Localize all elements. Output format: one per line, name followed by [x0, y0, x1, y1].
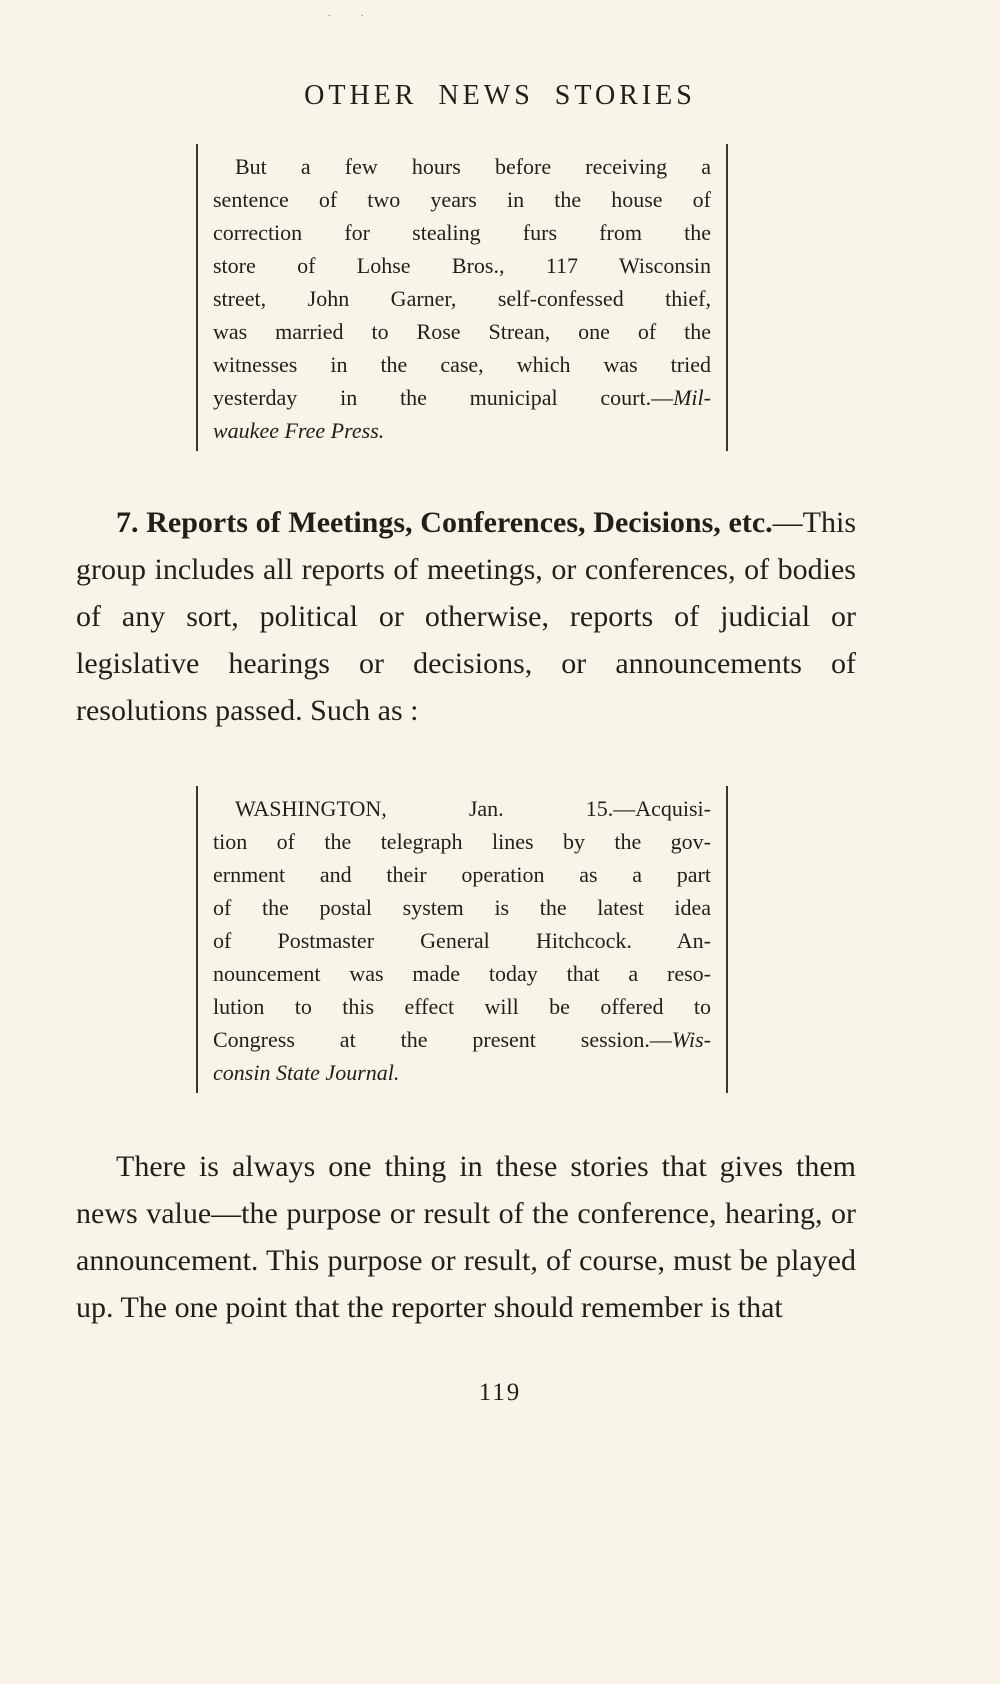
quote-line: [213, 825, 711, 858]
quote-line: [213, 348, 711, 381]
quote-line: [213, 150, 711, 183]
text-segment: nouncement was made today that a reso-: [213, 961, 711, 986]
text-segment: 7. Reports of Meetings, Conferences, Decisions, etc.: [116, 506, 773, 539]
news-excerpt-milwaukee-free-press: [196, 144, 728, 451]
page-title: OTHER NEWS STORIES: [304, 80, 696, 111]
text-segment: of the postal system is the latest idea: [213, 895, 711, 920]
quote-line: [213, 891, 711, 924]
quote-line: [213, 216, 711, 249]
text-segment: There is always one thing in these stories that gives them news value—the purpose or result of the conference, hearing, or announcement. This purpose or result, of course, must be played up. The one point that the reporter should remember is that: [76, 1150, 856, 1324]
quote-line: [213, 414, 711, 447]
text-segment: sentence of two years in the house of: [213, 187, 711, 212]
quote-line: [213, 282, 711, 315]
quote-line: [213, 1056, 711, 1089]
quote-line: [213, 183, 711, 216]
quote-line: [213, 858, 711, 891]
quote-line: [213, 957, 711, 990]
text-segment: yesterday in the municipal court.—: [213, 385, 674, 410]
quote-line: [213, 381, 711, 414]
scan-artifact-dots: . .: [328, 8, 378, 19]
body-paragraph-reports-of-meetings: [76, 499, 856, 734]
quote-line: [213, 249, 711, 282]
text-segment: waukee Free Press.: [213, 418, 385, 443]
text-segment: Mil-: [673, 385, 711, 410]
text-segment: street, John Garner, self-confessed thief,: [213, 286, 711, 311]
text-segment: store of Lohse Bros., 117 Wisconsin: [213, 253, 711, 278]
text-segment: correction for stealing furs from the: [213, 220, 711, 245]
news-excerpt-wisconsin-state-journal: [196, 786, 728, 1093]
text-segment: lution to this effect will be offered to: [213, 994, 711, 1019]
text-segment: Congress at the present session.—: [213, 1027, 672, 1052]
quote-line: [213, 990, 711, 1023]
text-segment: was married to Rose Strean, one of the: [213, 319, 711, 344]
text-segment: Wis-: [671, 1027, 711, 1052]
quote-line: [213, 792, 711, 825]
text-segment: consin State Journal.: [213, 1060, 400, 1085]
text-segment: of Postmaster General Hitchcock. An-: [213, 928, 711, 953]
text-segment: witnesses in the case, which was tried: [213, 352, 711, 377]
text-segment: —This group includes all reports of meetings, or conferences, of bodies of any sort, political or otherwise, reports of judicial or legislative hearings or decisions, or announcements of resolutions passed. Such as :: [76, 506, 856, 727]
body-paragraph-news-value: [76, 1143, 856, 1331]
quote-line: [213, 1023, 711, 1056]
quote-line: [213, 315, 711, 348]
text-segment: ernment and their operation as a part: [213, 862, 711, 887]
text-segment: But a few hours before receiving a: [235, 154, 711, 179]
page-number: 119: [478, 1379, 522, 1406]
quote-line: [213, 924, 711, 957]
text-segment: WASHINGTON, Jan. 15.—Acquisi-: [235, 796, 711, 821]
text-segment: tion of the telegraph lines by the gov-: [213, 829, 711, 854]
